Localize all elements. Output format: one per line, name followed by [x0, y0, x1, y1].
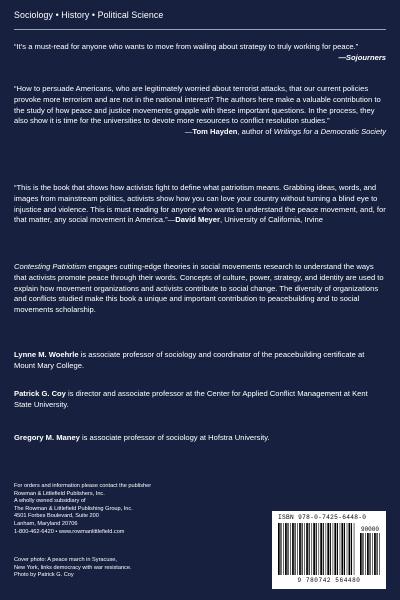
- credit-line: Photo by Patrick G. Coy: [14, 572, 74, 579]
- quote-author-affiliation: , University of California, Irvine: [219, 215, 323, 225]
- credit-line: Cover photo: A peace march in Syracuse,: [14, 557, 117, 563]
- quote-david-meyer: “This is the book that shows how activists fight to define what patriotism means. Grabbing ideas, words, and images from mainstream politics, activists show how you can love your country without turning a blind eye to injustice and violence. This is must reading for anyone who wants to understand the peace movement, and, for that matter, any social movement in America.”—David Meyer, University of California, Irvine: [14, 183, 386, 225]
- isbn-label: ISBN 978-0-7425-6448-0: [278, 514, 367, 521]
- barcode-bar: [323, 523, 324, 575]
- barcode-bar: [320, 523, 322, 575]
- publisher-line: The Rowman & Littlefield Publishing Group, Inc.: [14, 505, 133, 512]
- barcode-bar: [377, 533, 378, 575]
- author-name: Gregory M. Maney: [14, 433, 80, 442]
- barcode-bar: [319, 523, 320, 575]
- author-name: Lynne M. Woehrle: [14, 350, 79, 359]
- quote-tom-hayden: “How to persuade Americans, who are legitimately worried about terrorist attacks, that our current policies provoke more terrorism and are not in the national interest? The authors here make a valuable contribution to the study of how peace and justice movements grapple with these important questions. In the process, they also show it is time for the universities to devote more resources to conflict resolution studies.” —Tom Hayden, author of Writings for a Democratic Society: [14, 84, 386, 137]
- barcode-bar: [347, 523, 348, 575]
- barcode-bar: [290, 523, 291, 575]
- barcode-bar: [285, 523, 287, 575]
- author-bio: [14, 389, 386, 411]
- barcode-bar: [337, 523, 338, 575]
- barcode-bar: [351, 523, 352, 575]
- barcode-bar: [360, 533, 362, 575]
- author-bio-text: is director and associate professor at the Center for Applied Conflict Management at Kent State University.: [14, 389, 368, 409]
- cover-photo-credit: [14, 557, 214, 580]
- barcode-bar: [304, 523, 305, 575]
- barcode-bar: [330, 523, 331, 575]
- barcode-graphic: [276, 523, 382, 577]
- quote-text: “It’s a must-read for anyone who wants to move from wailing about strategy to truly working for peace.”: [14, 42, 359, 51]
- barcode-bar: [297, 523, 298, 575]
- barcode-bar: [333, 523, 334, 575]
- barcode-bar: [367, 533, 369, 575]
- author-bio: [14, 433, 386, 444]
- barcode-bar: [340, 523, 341, 575]
- quote-author-name: David Meyer: [175, 215, 220, 225]
- barcode-box: [272, 511, 386, 589]
- barcode-bar: [334, 523, 336, 575]
- barcode-bar: [374, 533, 376, 575]
- barcode-bar: [354, 523, 355, 575]
- publisher-line: Lanham, Maryland 20706: [14, 520, 78, 527]
- author-name: Patrick G. Coy: [14, 389, 66, 398]
- quote-attribution: —Sojourners: [338, 52, 386, 62]
- book-title: Contesting Patriotism: [14, 262, 87, 271]
- quote-text: “This is the book that shows how activists fight to define what patriotism means. Grabbing ideas, words, and images from mainstream politics, activists show how you can love your country without turning a blind eye to injustice and violence. This is must reading for anyone who wants to understand the peace movement, and, for that matter, any social movement in America.”: [14, 183, 386, 225]
- category-line: Sociology • History • Political Science: [14, 10, 164, 20]
- barcode-bar: [341, 523, 343, 575]
- barcode-bar: [311, 523, 312, 575]
- barcode-bar: [295, 523, 296, 575]
- barcode-bar: [302, 523, 303, 575]
- barcode-bar: [283, 523, 284, 575]
- quote-sojourners: [14, 42, 386, 64]
- barcode-bar: [306, 523, 308, 575]
- barcode-bar: [365, 533, 366, 575]
- barcode-bar: [287, 523, 288, 575]
- barcode-bar: [313, 523, 315, 575]
- publisher-line: 1-800-462-6420 • www.rowmanlittlefield.com: [14, 528, 125, 535]
- barcode-bar: [326, 523, 327, 575]
- barcode-bar: [349, 523, 351, 575]
- credit-line: New York, links democracy with war resistance.: [14, 564, 132, 571]
- barcode-bar: [344, 523, 345, 575]
- barcode-bar: [379, 533, 380, 575]
- publisher-line: Rowman & Littlefield Publishers, Inc.: [14, 490, 105, 497]
- quote-author-name: Tom Hayden: [192, 127, 238, 137]
- publisher-line: 4501 Forbes Boulevard, Suite 200: [14, 513, 99, 520]
- barcode-bar: [316, 523, 317, 575]
- barcode-bar: [372, 533, 373, 575]
- publisher-line: For orders and information please contact the publisher: [14, 483, 152, 489]
- barcode-bar: [299, 523, 301, 575]
- book-description: [14, 262, 386, 316]
- barcode-bar: [278, 523, 280, 575]
- publisher-info: [14, 483, 254, 536]
- publisher-line: A wholly owned subsidiary of: [14, 498, 86, 505]
- quote-author-work: Writings for a Democratic Society: [273, 127, 386, 137]
- barcode-bar: [327, 523, 329, 575]
- divider: [14, 29, 386, 30]
- barcode-bar: [362, 533, 363, 575]
- barcode-digits: 9 780742 564480: [297, 577, 361, 584]
- author-bio-text: is associate professor of sociology at Hofstra University.: [79, 433, 270, 442]
- barcode-addon: 90000: [360, 526, 380, 533]
- barcode-bar: [309, 523, 310, 575]
- barcode-bar: [292, 523, 294, 575]
- barcode-bar: [280, 523, 281, 575]
- barcode-bar: [369, 533, 370, 575]
- quote-text: “How to persuade Americans, who are legitimately worried about terrorist attacks, that our current policies provoke more terrorism and are not in the national interest? The authors here make a valuable contribution to the study of how peace and justice movements grapple with these important questions. In the process, they also show it is time for the universities to devote more resources to conflict resolution studies.”: [14, 84, 381, 126]
- description-text: engages cutting-edge theories in social movements research to understand the ways that activists promote peace through their words. Concepts of culture, power, strategy, and identity are used to explain how movement organizations and activists contribute to social change. The diversity of organizations and conflicts studied make this book a unique and important contribution to peacebuilding and to social movements scholarship.: [14, 262, 384, 315]
- author-bio: [14, 350, 386, 372]
- author-bio-text: is associate professor of sociology and coordinator of the peacebuilding certificate at Mount Mary College.: [14, 350, 365, 370]
